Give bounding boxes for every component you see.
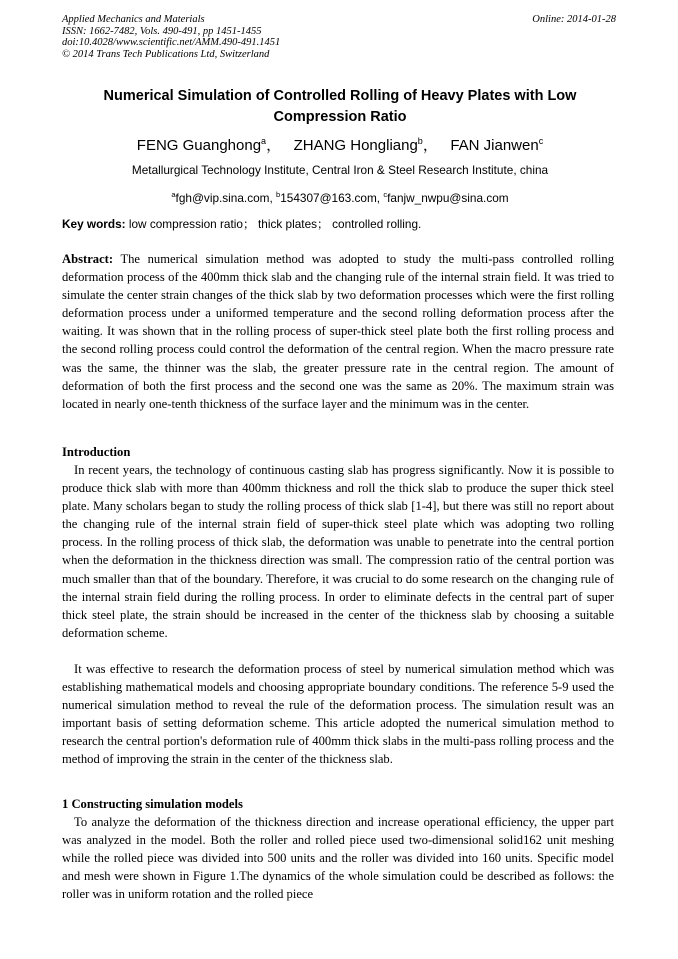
abstract-text: The numerical simulation method was adopted to study the multi-pass controlled rolling deformation process of the 400mm thick slab and the changing rule of the internal strain field. It was tried to simulate the center strain changes of the thick slab by two deformation processes which were the first rolling deformation process under a uniformed temperature and the second rolling deformation process after the waiting. It was shown that in the rolling process of super-thick steel plate both the first rolling process and the second rolling process could control the deformation of the central region. When the macro pressure rate was the same, the thinner was the slab, the greater pressure rate in the central region. The amount of deformation of both the first process and the second one was the same as 20%. The maximum strain was located in nearly one-tenth thickness of the surface layer and the minimum was in the center.: [62, 252, 614, 411]
keywords-text: low compression ratio； thick plates； controlled rolling.: [125, 217, 422, 231]
section-paragraph: To analyze the deformation of the thickness direction and increase operational efficiency, the upper part was analyzed in the model. Both the roller and rolled piece used two-dimensional solid162 unit meshing while the rolled piece was divided into 500 units and the roller was divided into 160 units. Specific model and mesh were shown in Figure 1.The dynamics of the whole simulation could be described as follows: the roller was in uniform rotation and the rolled piece: [62, 815, 614, 902]
introduction-heading: Introduction: [62, 445, 131, 459]
online-date: Online: 2014-01-28: [532, 14, 616, 25]
email-address[interactable]: 154307@163.com,: [280, 190, 384, 205]
section-heading: 1 Constructing simulation models: [62, 797, 243, 811]
author-name: FENG Guanghong: [136, 137, 262, 154]
affiliation: Metallurgical Technology Institute, Central Iron & Steel Research Institute, china: [131, 163, 549, 177]
introduction-paragraph: It was effective to research the deformation process of steel by numerical simulation method which was establishing mathematical models and choosing appropriate boundary conditions. The reference 5-9 used the numerical simulation method to reveal the rule of the deformation process. The simulation result was an important basis of setting deformation scheme. This article adopted the numerical simulation method to research the central portion's deformation rule of 400mm thick slabs in the multi-pass rolling process and the method of improving the strain in the center of the thickness slab.: [62, 662, 614, 767]
paper-title: Numerical Simulation of Controlled Rolling of Heavy Plates with Low Compression Ratio: [103, 88, 577, 125]
author-superscript: c: [538, 136, 544, 146]
journal-name: Applied Mechanics and Materials: [62, 14, 205, 25]
email-superscript: b: [276, 190, 281, 199]
journal-metadata: [62, 14, 622, 60]
issn-line: ISSN: 1662-7482, Vols. 490-491, pp 1451-1455: [62, 25, 262, 37]
author-name: FAN Jianwen: [450, 137, 539, 154]
author-superscript: a: [261, 136, 267, 146]
doi-line: doi:10.4028/www.scientific.net/AMM.490-491.1451: [62, 37, 281, 48]
author-superscript: b: [417, 136, 423, 146]
copyright-line: © 2014 Trans Tech Publications Ltd, Switzerland: [62, 48, 270, 60]
email-superscript: c: [383, 190, 388, 199]
introduction-paragraph: In recent years, the technology of continuous casting slab has progress significantly. Now it is possible to produce thick slab with more than 400mm thickness and roll the thick slab to produce the super thick steel plate. Many scholars began to study the rolling process of thick slab [1-4], but there was still no report about the changing rule of the internal strain field of super-thick steel plate which was adopting two rolling process. In the rolling process of thick slab, the deformation was unable to penetrate into the central portion when the deformation in the thickness direction was small. The compression ratio of the central portion was much smaller than that of the boundary. Therefore, it was crucial to do some research on the changing rule of the internal strain field during the rolling process. In order to eliminate defects in the central part of super thick steel plate, the strain should be increased in the center of the thickness slab by choosing a suitable deformation scheme.: [62, 463, 614, 640]
email-address[interactable]: fanjw_nwpu@sina.com: [387, 190, 509, 205]
abstract: [62, 250, 614, 413]
email-superscript: a: [171, 190, 176, 199]
email-list: [60, 187, 620, 206]
author-list: FENG Guanghong$^a$， ZHANG Hongliang$^b$， FAN Jianwen$^c$: [136, 136, 544, 154]
keywords-label: Key words:: [62, 217, 126, 231]
abstract-label: Abstract:: [62, 252, 114, 266]
keywords: [62, 216, 622, 232]
author-name: ZHANG Hongliang: [293, 137, 418, 154]
email-address[interactable]: fgh@vip.sina.com,: [175, 190, 277, 205]
